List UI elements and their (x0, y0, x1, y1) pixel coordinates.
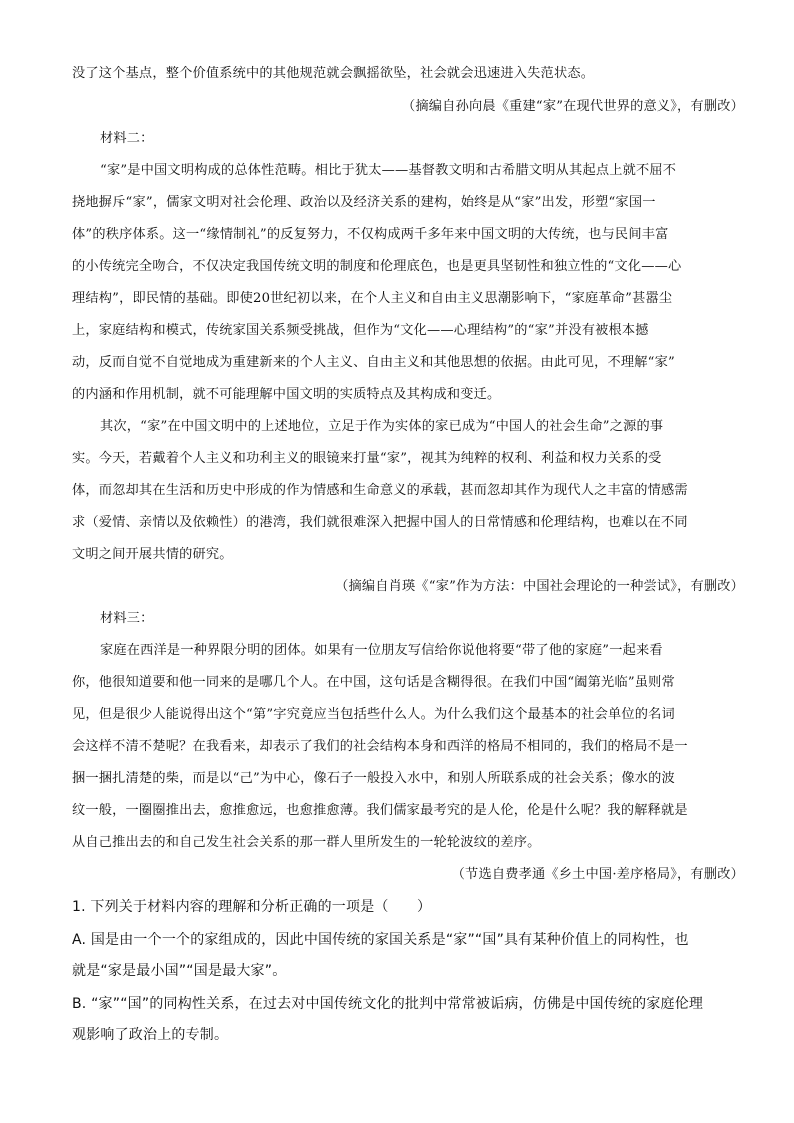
paragraph-line: 纹一般，一圈圈推出去，愈推愈远，也愈推愈薄。我们儒家最考究的是人伦，伦是什么呢？我的解释就是 (72, 803, 688, 818)
option-b-line: B. “家”“国”的同构性关系，在过去对中国传统文化的批判中常常被诟病，仿佛是中国传统的家庭伦理 (72, 996, 704, 1012)
paragraph-line: 家庭在西洋是一种界限分明的团体。如果有一位朋友写信给你说他将要“带了他的家庭”一起来看 (100, 643, 663, 658)
source-citation: （摘编自孙向晨《重建“家”在现代世界的意义》，有删改） (402, 99, 744, 114)
paragraph-line: “家”是中国文明构成的总体性范畴。相比于犹太——基督教文明和古希腊文明从其起点上就不屈不 (100, 163, 677, 178)
section-heading: 材料三： (100, 611, 154, 626)
option-a-line: 就是“家是最小国”“国是最大家”。 (72, 963, 287, 979)
question-stem: 1. 下列关于材料内容的理解和分析正确的一项是（ ） (72, 899, 432, 915)
paragraph-line: 见，但是很少人能说得出这个“第”字究竟应当包括些什么人。为什么我们这个最基本的社会单位的名词 (72, 707, 675, 722)
paragraph-line: 文明之间开展共情的研究。 (72, 547, 233, 562)
paragraph-line: 体”的秩序体系。这一“缘情制礼”的反复努力，不仅构成两千多年来中国文明的大传统，也与民间丰富 (72, 227, 669, 242)
option-a-line: A. 国是由一个一个的家组成的，因此中国传统的家国关系是“家”“国”具有某种价值上的同构性，也 (72, 932, 689, 948)
section-heading: 材料二： (100, 131, 154, 146)
paragraph-line: 求（爱情、亲情以及依赖性）的港湾，我们就很难深入把握中国人的日常情感和伦理结构，也难以在不同 (72, 515, 688, 530)
paragraph-line: 实。今天，若戴着个人主义和功利主义的眼镜来打量“家”，视其为纯粹的权利、利益和权力关系的受 (72, 451, 662, 466)
source-citation: （节选自费孝通《乡土中国·差序格局》，有删改） (451, 867, 744, 882)
paragraph-line: 没了这个基点，整个价值系统中的其他规范就会飘摇欲坠，社会就会迅速进入失范状态。 (72, 66, 595, 81)
paragraph-line: 挠地摒斥“家”，儒家文明对社会伦理、政治以及经济关系的建构，始终是从“家”出发，形塑“家国一 (72, 195, 656, 210)
paragraph-line: 会这样不清不楚呢？在我看来，却表示了我们的社会结构本身和西洋的格局不相同的，我们的格局不是一 (72, 739, 688, 754)
paragraph-line: 的小传统完全吻合，不仅决定我国传统文明的制度和伦理底色，也是更具坚韧性和独立性的“文化——心 (72, 259, 682, 274)
paragraph-line: 理结构”，即民情的基础。即使20世纪初以来，在个人主义和自由主义思潮影响下，“家庭革命”甚嚣尘 (72, 291, 673, 306)
paragraph-line: 的内涵和作用机制，就不可能理解中国文明的实质特点及其构成和变迁。 (72, 387, 501, 402)
paragraph-line: 你，他很知道要和他一同来的是哪几个人。在中国，这句话是含糊得很。在我们中国“阖第光临”虽则常 (72, 675, 675, 690)
paragraph-line: 其次，“家”在中国文明中的上述地位，立足于作为实体的家已成为“中国人的社会生命”之源的事 (100, 419, 664, 434)
source-citation: （摘编自肖瑛《“家”作为方法：中国社会理论的一种尝试》，有删改） (335, 579, 744, 594)
paragraph-line: 上，家庭结构和模式，传统家国关系频受挑战，但作为“文化——心理结构”的“家”并没有被根本撼 (72, 323, 649, 338)
paragraph-line: 动，反而自觉不自觉地成为重建新来的个人主义、自由主义和其他思想的依据。由此可见，不理解“家” (72, 355, 675, 370)
paragraph-line: 捆一捆扎清楚的柴，而是以“己”为中心，像石子一般投入水中，和别人所联系成的社会关系；像水的波 (72, 771, 675, 786)
paragraph-line: 体，而忽却其在生活和历史中形成的作为情感和生命意义的承载，甚而忽却其作为现代人之丰富的情感需 (72, 483, 688, 498)
paragraph-line: 从自己推出去的和自己发生社会关系的那一群人里所发生的一轮轮波纹的差序。 (72, 835, 541, 850)
option-b-line: 观影响了政治上的专制。 (72, 1027, 229, 1043)
